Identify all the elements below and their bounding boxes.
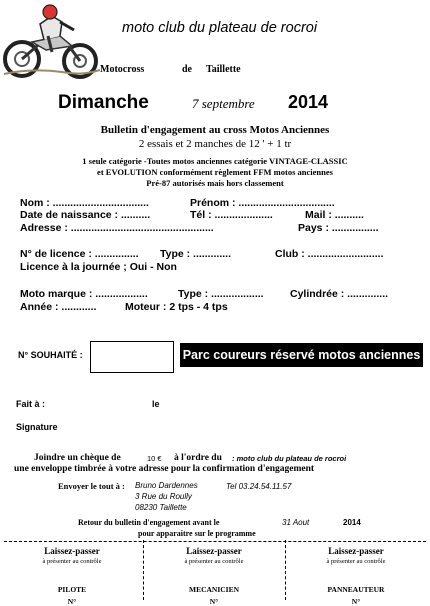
fait-label: Fait à : bbox=[16, 399, 46, 409]
souhaite-label: N° SOUHAITÉ : bbox=[18, 350, 83, 360]
contact-city: 08230 Taillette bbox=[135, 503, 187, 512]
pass-number: N° bbox=[209, 597, 219, 606]
field-adresse[interactable]: Adresse : ................................................. bbox=[20, 222, 214, 234]
pass-subtitle: à présenter au contrôle bbox=[184, 558, 244, 565]
payment-payee: : moto club du plateau de rocroi bbox=[232, 454, 347, 463]
field-annee[interactable]: Année : ............ bbox=[20, 301, 97, 313]
send-label: Envoyer le tout à : bbox=[58, 481, 125, 491]
field-mail[interactable]: Mail : .......... bbox=[305, 209, 364, 221]
pass-number: N° bbox=[351, 597, 361, 606]
payment-amount: 10 € bbox=[147, 454, 162, 463]
bulletin-format: 2 essais et 2 manches de 12 ' + 1 tr bbox=[138, 138, 292, 150]
pass-subtitle: à présenter au contrôle bbox=[326, 558, 386, 565]
pass-role: PANNEAUTEUR bbox=[327, 585, 385, 594]
event-place: Taillette bbox=[206, 64, 241, 75]
field-date-naissance[interactable]: Date de naissance : .......... bbox=[20, 209, 151, 221]
le-label: le bbox=[152, 399, 160, 409]
field-nom[interactable]: Nom : ................................. bbox=[20, 197, 149, 209]
field-club[interactable]: Club : .......................... bbox=[275, 248, 384, 260]
event-type: Motocross bbox=[100, 64, 145, 75]
event-de: de bbox=[182, 64, 192, 75]
souhaite-number-box[interactable] bbox=[90, 341, 174, 373]
field-tel[interactable]: Tél : .................... bbox=[190, 209, 273, 221]
category-line-3: Pré-87 autorisés mais hors classement bbox=[146, 178, 284, 188]
pass-title: Laissez-passer bbox=[186, 546, 242, 556]
contact-tel: Tel 03.24.54.11.57 bbox=[226, 482, 292, 491]
return-program: pour apparaitre sur le programme bbox=[138, 529, 256, 538]
field-licence-type[interactable]: Type : ............. bbox=[160, 248, 231, 260]
pass-panneauteur bbox=[286, 546, 426, 606]
parc-banner: Parc coureurs réservé motos anciennes bbox=[180, 343, 423, 367]
contact-name: Bruno Dardennes bbox=[135, 481, 198, 490]
pass-mecanicien bbox=[144, 546, 284, 606]
field-licence[interactable]: N° de licence : ............... bbox=[20, 248, 139, 260]
field-moto-marque[interactable]: Moto marque : .................. bbox=[20, 288, 148, 300]
motocross-logo bbox=[2, 2, 100, 80]
return-year: 2014 bbox=[343, 518, 361, 527]
field-pays[interactable]: Pays : ................ bbox=[298, 222, 379, 234]
field-cylindree[interactable]: Cylindrée : .............. bbox=[290, 288, 389, 300]
return-label: Retour du bulletin d'engagement avant le bbox=[78, 518, 220, 527]
pass-pilote bbox=[2, 546, 142, 606]
event-year: 2014 bbox=[288, 92, 329, 112]
category-line-1: 1 seule catégorie -Toutes motos anciennes catégorie VINTAGE-CLASSIC bbox=[82, 156, 348, 166]
event-day-month: 7 septembre bbox=[192, 96, 255, 111]
pass-subtitle: à présenter au contrôle bbox=[42, 558, 102, 565]
bulletin-title: Bulletin d'engagement au cross Motos Anciennes bbox=[100, 124, 330, 136]
field-moto-type[interactable]: Type : .................. bbox=[178, 288, 264, 300]
payment-line-2: une enveloppe timbrée à votre adresse pour la confirmation d'engagement bbox=[14, 464, 315, 474]
club-name: moto club du plateau de rocroi bbox=[122, 20, 318, 36]
signature-label: Signature bbox=[16, 422, 58, 432]
category-line-2: et EVOLUTION conformément règlement FFM motos anciennes bbox=[97, 167, 333, 177]
pass-number: N° bbox=[67, 597, 77, 606]
event-weekday: Dimanche bbox=[58, 92, 149, 113]
pass-title: Laissez-passer bbox=[44, 546, 100, 556]
return-date: 31 Aout bbox=[282, 518, 310, 527]
pass-role: PILOTE bbox=[57, 585, 87, 594]
pass-title: Laissez-passer bbox=[328, 546, 384, 556]
cut-line-top bbox=[4, 541, 426, 542]
payment-line-1a: Joindre un chèque de bbox=[34, 453, 121, 463]
field-moteur[interactable]: Moteur : 2 tps - 4 tps bbox=[125, 301, 228, 313]
payment-line-1b: à l'ordre du bbox=[174, 453, 222, 463]
pass-role: MECANICIEN bbox=[188, 585, 239, 594]
field-prenom[interactable]: Prénom : ................................. bbox=[190, 197, 335, 209]
field-licence-journee[interactable]: Licence à la journée ; Oui - Non bbox=[20, 261, 177, 273]
contact-street: 3 Rue du Roully bbox=[135, 492, 192, 501]
